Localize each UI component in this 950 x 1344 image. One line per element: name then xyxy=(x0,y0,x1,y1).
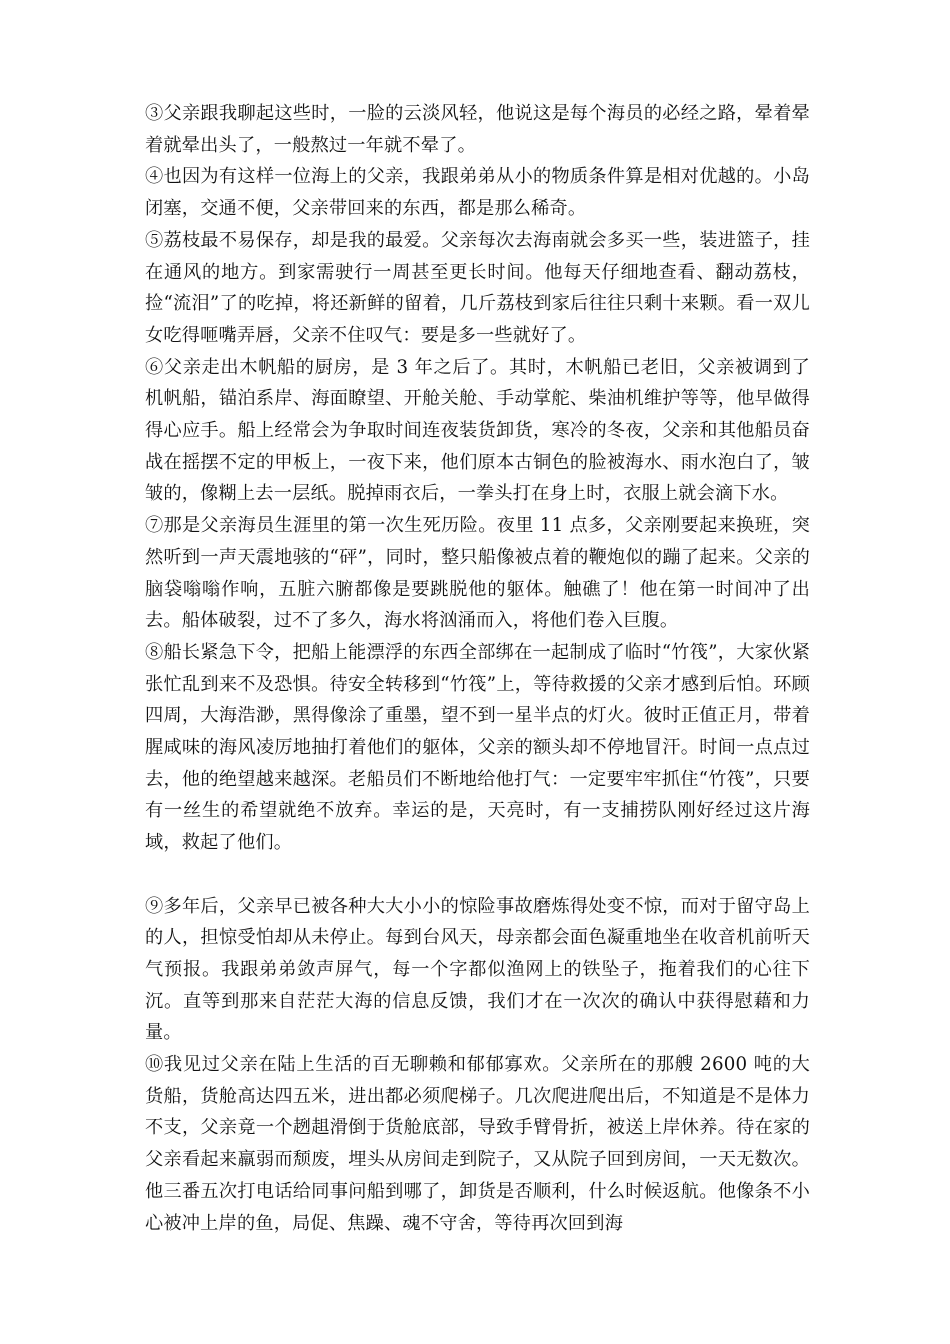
paragraph-gap xyxy=(145,859,810,891)
paragraph-5: ⑤荔枝最不易保存，却是我的最爱。父亲每次去海南就会多买一些，装进篮子，挂在通风的地方。到家需驶行一周甚至更长时间。他每天仔细地查看、翻动荔枝，捡“流泪”了的吃掉，将还新鲜的留着，几斤荔枝到家后往往只剩十来颗。看一双儿女吃得咂嘴弄唇，父亲不住叹气：要是多一些就好了。 xyxy=(145,229,810,346)
paragraph-3: ③父亲跟我聊起这些时，一脸的云淡风轻，他说这是每个海员的必经之路，晕着晕着就晕出头了，一般熬过一年就不晕了。 xyxy=(145,103,810,156)
paragraph-6: ⑥父亲走出木帆船的厨房，是 3 年之后了。其时，木帆船已老旧，父亲被调到了机帆船，锚泊系岸、海面瞭望、开舱关舱、手动掌舵、柴油机维护等等，他早做得得心应手。船上经常会为争取时间连夜装货卸货，寒冷的冬夜，父亲和其他船员奋战在摇摆不定的甲板上，一夜下来，他们原本古铜色的脸被海水、雨水泡白了，皱皱的，像糊上去一层纸。脱掉雨衣后，一拳头打在身上时，衣服上就会滴下水。 xyxy=(145,356,810,505)
document-body xyxy=(145,98,810,1239)
paragraph-10: ⑩我见过父亲在陆上生活的百无聊赖和郁郁寡欢。父亲所在的那艘 2600 吨的大货船，货舱高达四五米，进出都必须爬梯子。几次爬进爬出后，不知道是不是体力不支，父亲竟一个趔趄滑倒于货舱底部，导致手臂骨折，被送上岸休养。待在家的父亲看起来羸弱而颓废，埋头从房间走到院子，又从院子回到房间，一天无数次。他三番五次打电话给同事问船到哪了，卸货是否顺利，什么时候返航。他像条不小心被冲上岸的鱼，局促、焦躁、魂不守舍，等待再次回到海 xyxy=(145,1054,810,1234)
paragraph-8: ⑧船长紧急下令，把船上能漂浮的东西全部绑在一起制成了临时“竹筏”，大家伙紧张忙乱到来不及恐惧。待安全转移到“竹筏”上，等待救援的父亲才感到后怕。环顾四周，大海浩渺，黑得像涂了重墨，望不到一星半点的灯火。彼时正值正月，带着腥咸味的海风凌厉地抽打着他们的躯体，父亲的额头却不停地冒汗。时间一点点过去，他的绝望越来越深。老船员们不断地给他打气：一定要牢牢抓住“竹筏”，只要有一丝生的希望就绝不放弃。幸运的是，天亮时，有一支捕捞队刚好经过这片海域，救起了他们。 xyxy=(145,641,810,854)
paragraph-4: ④也因为有这样一位海上的父亲，我跟弟弟从小的物质条件算是相对优越的。小岛闭塞，交通不便，父亲带回来的东西，都是那么稀奇。 xyxy=(145,166,810,220)
paragraph-7: ⑦那是父亲海员生涯里的第一次生死历险。夜里 11 点多，父亲刚要起来换班，突然听到一声天震地骇的“砰”，同时，整只船像被点着的鞭炮似的蹦了起来。父亲的脑袋嗡嗡作响，五脏六腑都像是要跳脱他的躯体。触礁了！他在第一时间冲了出去。船体破裂，过不了多久，海水将汹涌而入，将他们卷入巨腹。 xyxy=(145,515,810,632)
paragraph-9: ⑨多年后，父亲早已被各种大大小小的惊险事故磨炼得处变不惊，而对于留守岛上的人，担惊受怕却从未停止。每到台风天，母亲都会面色凝重地坐在收音机前听天气预报。我跟弟弟敛声屏气，每一个字都似渔网上的铁坠子，拖着我们的心往下沉。直等到那来自茫茫大海的信息反馈，我们才在一次次的确认中获得慰藉和力量。 xyxy=(145,895,810,1044)
